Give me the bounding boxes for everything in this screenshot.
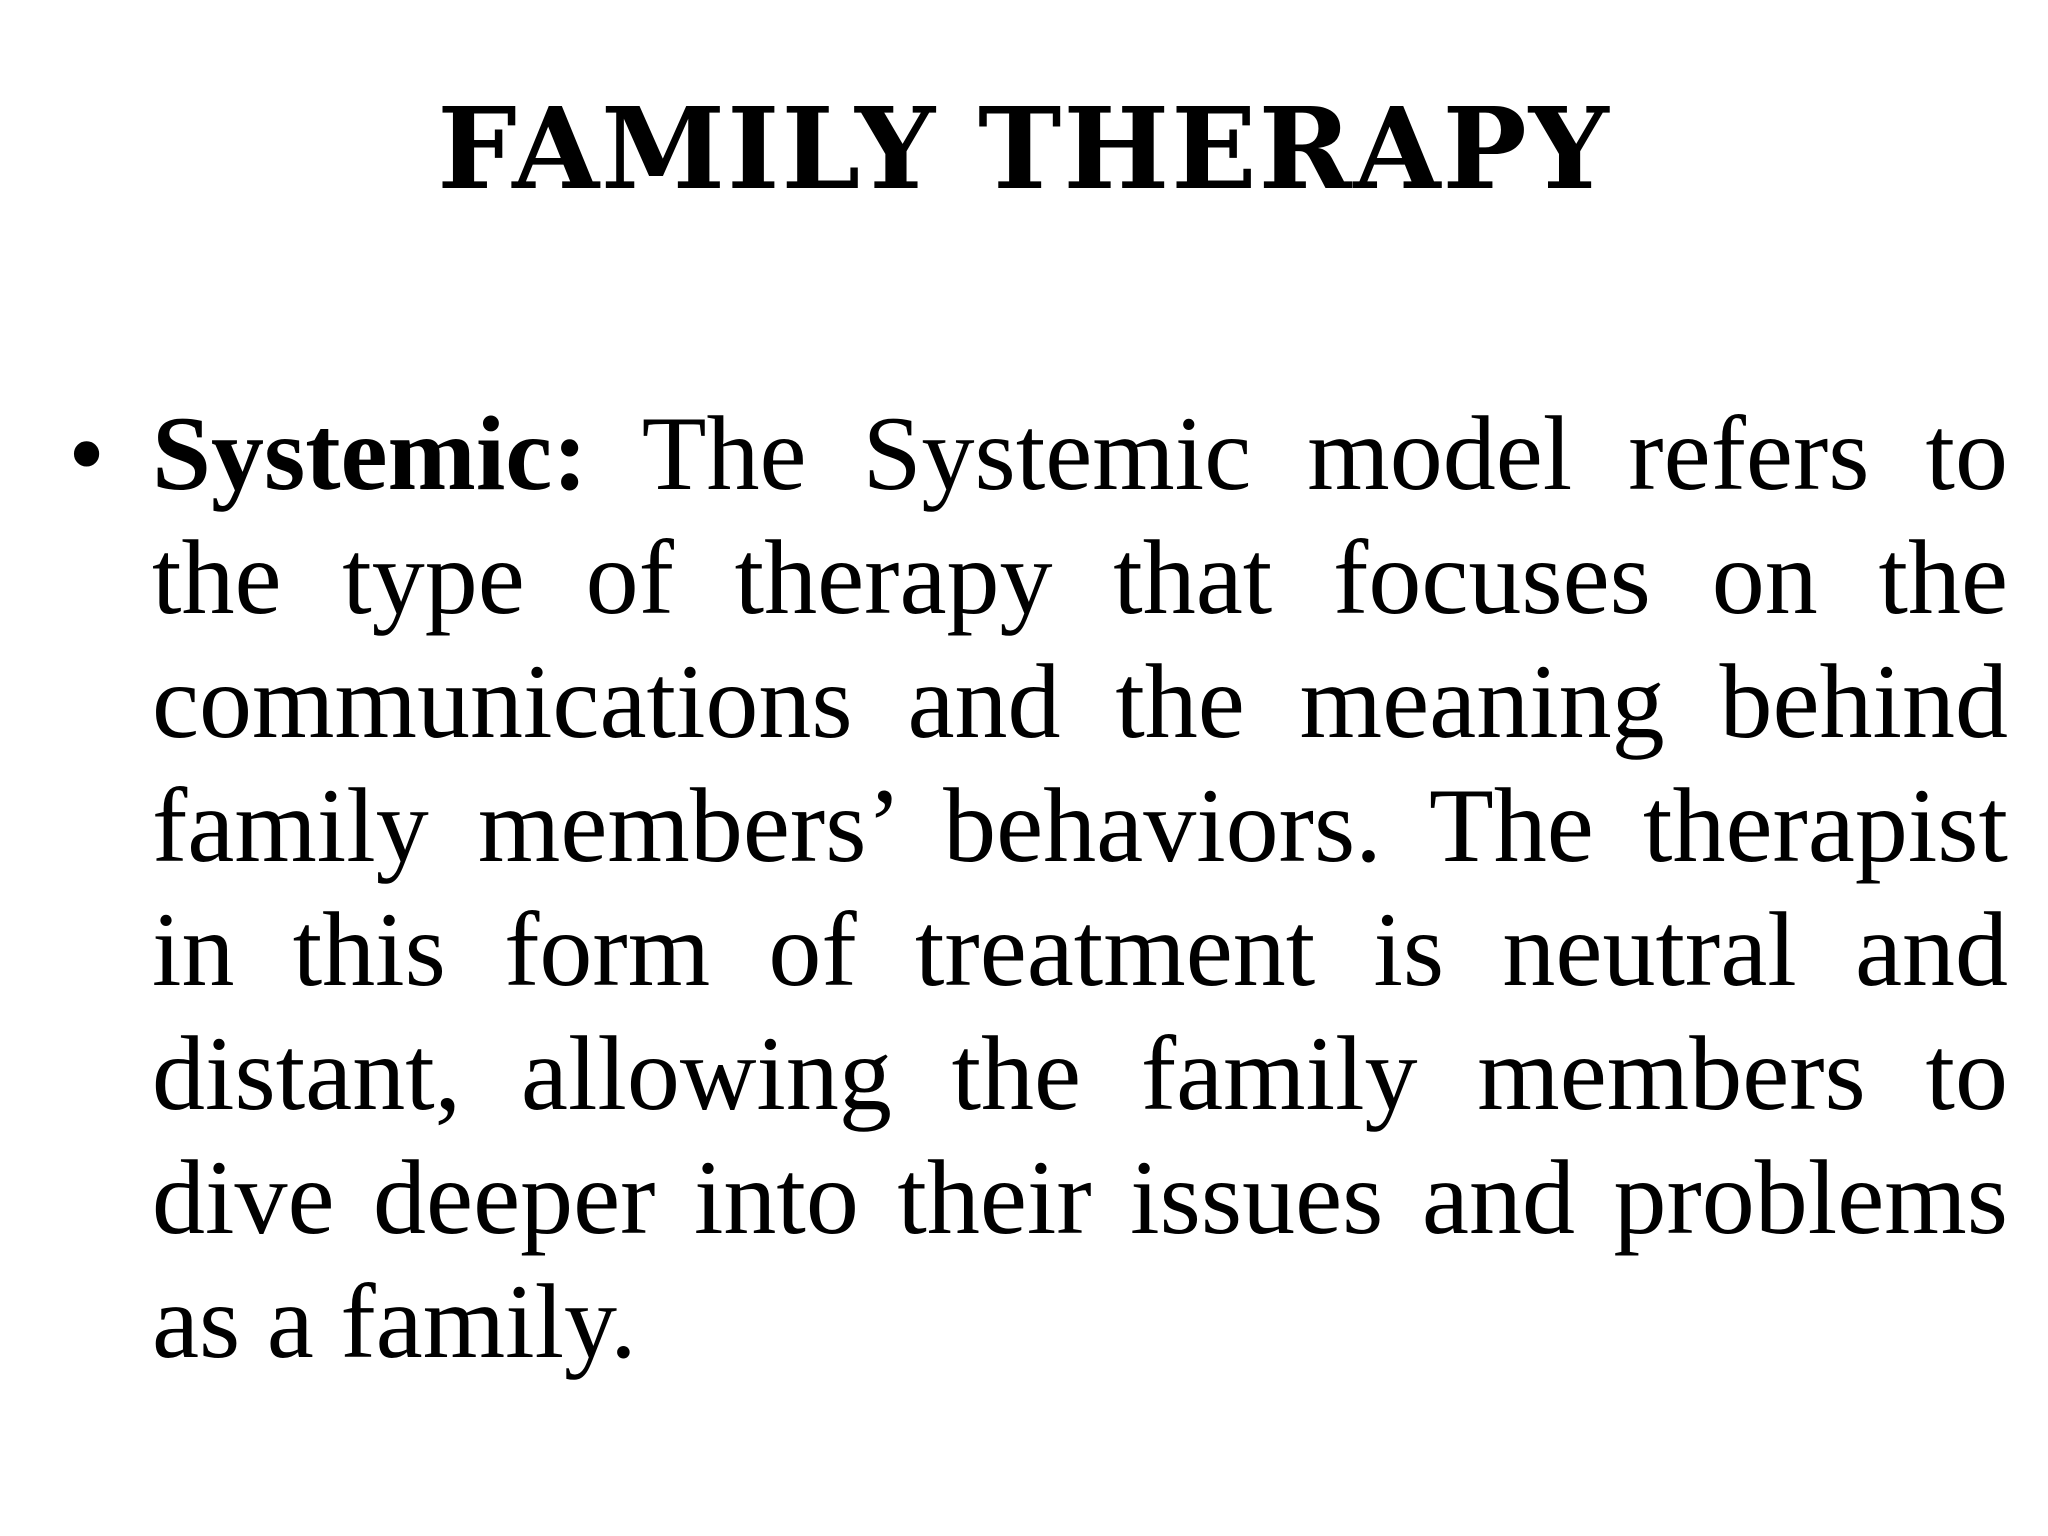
bullet-marker: • <box>68 395 106 512</box>
bullet-term: Systemic: <box>152 395 588 512</box>
bullet-text <box>152 392 2008 1384</box>
bullet-list <box>68 392 2008 1384</box>
bullet-item-systemic <box>68 392 2008 1384</box>
bullet-description: The Systemic model refers to the type of therapy that focuses on the communications and the meaning behind family members’ behaviors. The therapist in this form of treatment is neutral and distant, allowing the family members to dive deeper into their issues and problems as a family. <box>152 395 2008 1380</box>
slide-title: FAMILY THERAPY <box>437 84 1611 215</box>
